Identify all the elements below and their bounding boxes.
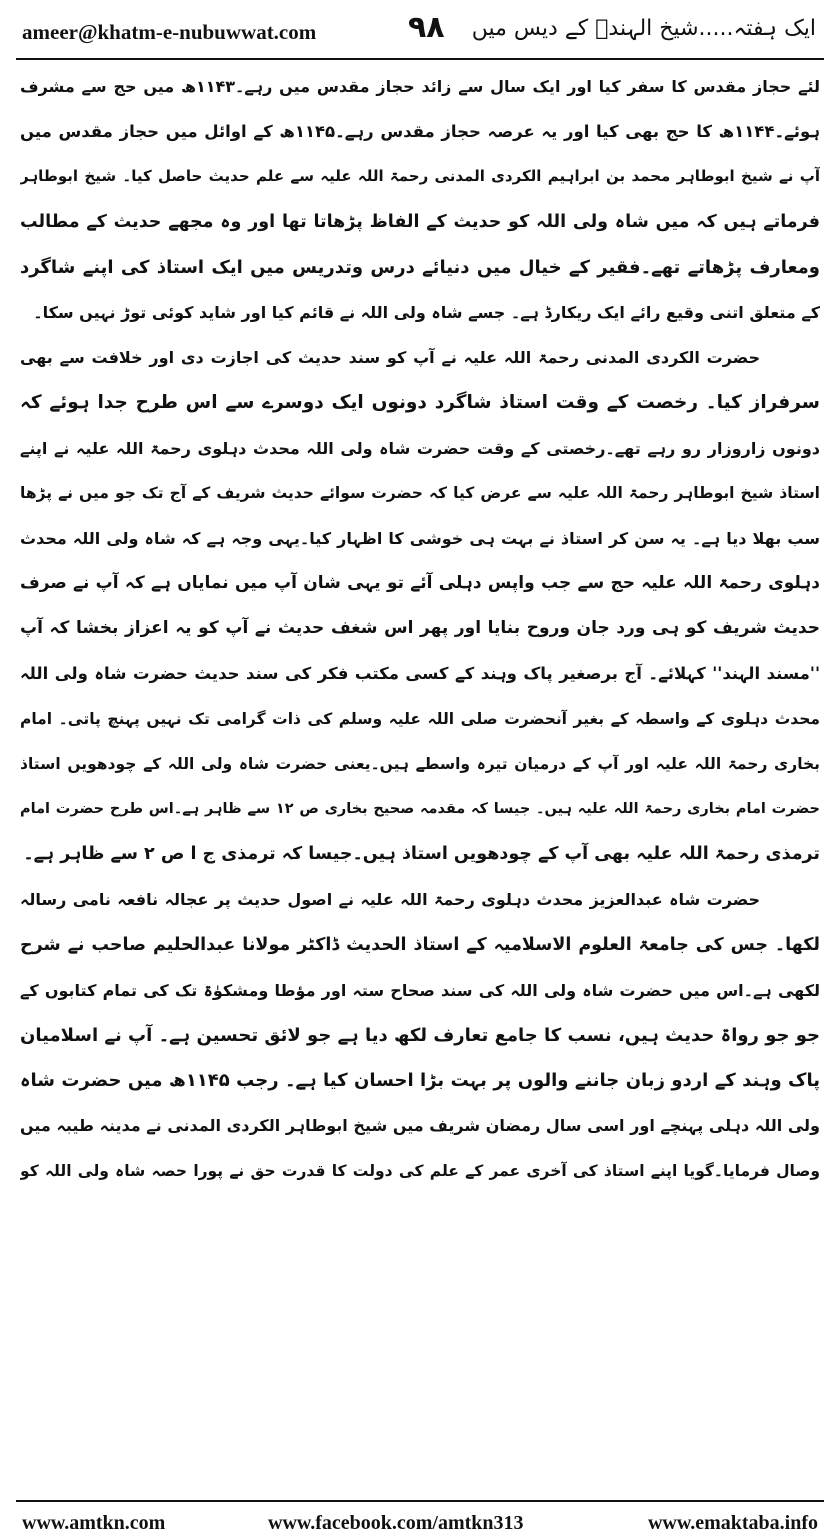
text-line: سب بھلا دیا ہے۔ یہ سن کر استاذ نے بہت ہی خوشی کا اظہار کیا۔یہی وجہ ہے کہ شاہ ولی اللہ محدث	[20, 528, 820, 548]
page-footer	[0, 1506, 840, 1540]
header-divider	[16, 58, 824, 60]
text-line: استاذ شیخ ابوطاہر رحمۃ اللہ علیہ سے عرض کیا کہ حضرت سوائے حدیث شریف کے آج تک جو میں نے پڑھا	[20, 483, 820, 502]
text-line: حضرت شاہ عبدالعزیز محدث دہلوی رحمۃ اللہ علیہ نے اصول حدیث پر عجالہ نافعہ نامی رسالہ	[20, 890, 760, 910]
text-line: ولی اللہ دہلی پہنچے اور اسی سال رمضان شریف میں شیخ ابوطاہر الکردی المدنی نے مدینہ طیبہ میں	[20, 1116, 820, 1136]
text-line: پاک وہند کے اردو زبان جاننے والوں پر بہت بڑا احسان کیا ہے۔ رجب ۱۱۴۵ھ میں حضرت شاہ	[20, 1070, 820, 1092]
text-line: ومعارف پڑھاتے تھے۔فقیر کے خیال میں دنیائے درس وتدریس میں ایک استاذ کی اپنے شاگرد	[20, 256, 820, 278]
book-title: ایک ہفتہ.....شیخ الہندؒ کے دیس میں	[471, 16, 816, 41]
text-line: ہوئے۔۱۱۴۴ھ کا حج بھی کیا اور یہ عرصہ حجاز مقدس رہے۔۱۱۴۵ھ کے اوائل میں حجاز مقدس میں	[20, 122, 820, 142]
text-line: محدث دہلوی کے واسطہ کے بغیر آنحضرت صلی اللہ علیہ وسلم کی ذات گرامی تک نہیں پہنچ پاتی۔ امام	[20, 709, 820, 728]
text-line: دہلوی رحمۃ اللہ علیہ حج سے جب واپس دہلی آئے تو یہی شان آپ میں نمایاں ہے کہ آپ نے صرف	[20, 573, 820, 594]
text-line: سرفراز کیا۔ رخصت کے وقت استاذ شاگرد دونوں ایک دوسرے سے اس طرح جدا ہوئے کہ	[20, 392, 820, 414]
footer-divider	[16, 1500, 824, 1502]
text-line: ترمذی رحمۃ اللہ علیہ بھی آپ کے چودھویں استاذ ہیں۔جیسا کہ ترمذی ج ا ص ۲ سے ظاہر ہے۔	[23, 844, 820, 865]
footer-website-link[interactable]: www.amtkn.com	[22, 1512, 166, 1534]
page-number: ۹۸	[408, 10, 445, 45]
text-line: لکھا۔ جس کی جامعۃ العلوم الاسلامیہ کے استاذ الحدیث ڈاکٹر مولانا عبدالحلیم صاحب نے شرح	[20, 934, 820, 955]
text-line: جو جو رواۃ حدیث ہیں، نسب کا جامع تعارف لکھ دیا ہے جو لائق تحسین ہے۔ آپ نے اسلامیان	[20, 1024, 820, 1046]
text-line: دونوں زاروزار رو رہے تھے۔رخصتی کے وقت حضرت شاہ ولی اللہ محدث دہلوی رحمۃ اللہ علیہ نے اپنے	[20, 438, 820, 458]
text-line: حضرت امام بخاری رحمۃ اللہ علیہ ہیں۔ جیسا کہ مقدمہ صحیح بخاری ص ۱۲ سے ظاہر ہے۔اس طرح حضرت امام	[20, 801, 820, 817]
text-line: بخاری رحمۃ اللہ علیہ اور آپ کے درمیان تیرہ واسطے ہیں۔یعنی حضرت شاہ ولی اللہ کے چودھویں استاذ	[20, 754, 820, 773]
text-line: وصال فرمایا۔گویا اپنے استاذ کی آخری عمر کے علم کی دولت کا قدرت حق نے پورا حصہ شاہ ولی اللہ کو	[20, 1161, 820, 1180]
text-line: لکھی ہے۔اس میں حضرت شاہ ولی اللہ کی سند صحاح ستہ اور مؤطا ومشکوٰۃ تک کی تمام کتابوں کے	[20, 980, 820, 1000]
text-line: ''مسند الہند'' کہلائے۔ آج برصغیر پاک وہند کے کسی مکتب فکر کی سند حدیث حضرت شاہ ولی اللہ	[20, 664, 820, 684]
header-email: ameer@khatm-e-nubuwwat.com	[22, 20, 317, 44]
page-header	[0, 0, 840, 62]
footer-maktaba-link[interactable]: www.emaktaba.info	[647, 1512, 818, 1534]
footer-facebook-link[interactable]: www.facebook.com/amtkn313	[268, 1512, 524, 1534]
text-line: حدیث شریف کو ہی ورد جان وروح بنایا اور پھر اس شغف حدیث نے آپ کو یہ اعزاز بخشا کہ آپ	[20, 618, 820, 639]
text-line: لئے حجاز مقدس کا سفر کیا اور ایک سال سے زائد حجاز مقدس میں رہے۔۱۱۴۳ھ میں حج سے مشرف	[20, 77, 820, 96]
text-line: فرماتے ہیں کہ میں شاہ ولی اللہ کو حدیث کے الفاظ پڑھاتا تھا اور وہ مجھے حدیث کے مطالب	[20, 211, 820, 232]
text-line: کے متعلق اتنی وقیع رائے ایک ریکارڈ ہے۔ جسے شاہ ولی اللہ نے قائم کیا اور شاید کوئی توڑ نہیں سکا۔	[33, 302, 820, 322]
text-line: آپ نے شیخ ابوطاہر محمد بن ابراہیم الکردی المدنی رحمۃ اللہ علیہ سے علم حدیث حاصل کیا۔ شیخ ابوطاہر	[20, 167, 820, 186]
body-text	[20, 64, 820, 1194]
text-line: حضرت الکردی المدنی رحمۃ اللہ علیہ نے آپ کو سند حدیث کی اجازت دی اور خلافت سے بھی	[20, 348, 760, 368]
